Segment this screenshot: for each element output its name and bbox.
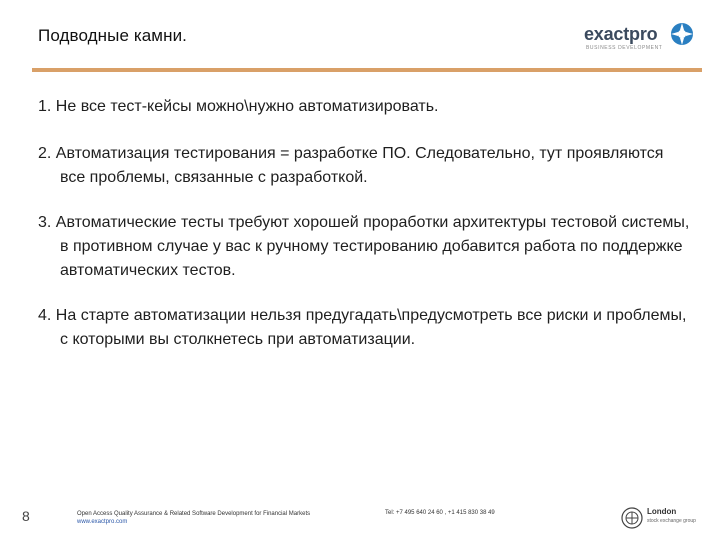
list-item: 3. Автоматические тесты требуют хорошей проработки архитектуры тестовой системы, в противном случае у вас к ручному тестированию добавится работа по поддержке автоматических тестов. <box>38 214 690 279</box>
exactpro-logo <box>584 18 694 52</box>
list-item: 1. Не все тест-кейсы можно\нужно автоматизировать. <box>38 98 439 115</box>
slide-body <box>38 95 693 373</box>
logo-wordmark: exactpro <box>584 24 658 44</box>
exactpro-mark-icon <box>670 22 694 46</box>
crest-icon <box>621 507 643 529</box>
list-item: 4. На старте автоматизации нельзя предугадать\предусмотреть все риски и проблемы, с которыми вы столкнетесь при автоматизации. <box>38 307 687 348</box>
logo-tagline: BUSINESS DEVELOPMENT <box>586 45 663 51</box>
page-number: 8 <box>22 508 30 524</box>
partner-subtitle: stock exchange group <box>647 518 696 524</box>
footer-url-link[interactable]: www.exactpro.com <box>77 519 128 525</box>
footer-contacts: Tel: +7 495 640 24 60 , +1 415 830 38 49 <box>385 510 495 516</box>
partner-name: London <box>647 507 677 516</box>
footer-tagline: Open Access Quality Assurance & Related Software Development for Financial Markets <box>77 511 311 517</box>
slide-title: Подводные камни. <box>38 26 188 45</box>
footer-description <box>77 510 310 526</box>
list-item: 2. Автоматизация тестирования = разработке ПО. Следовательно, тут проявляются все проблемы, связанные с разработкой. <box>38 145 664 186</box>
header-divider <box>32 68 702 72</box>
partner-logo <box>621 507 701 531</box>
